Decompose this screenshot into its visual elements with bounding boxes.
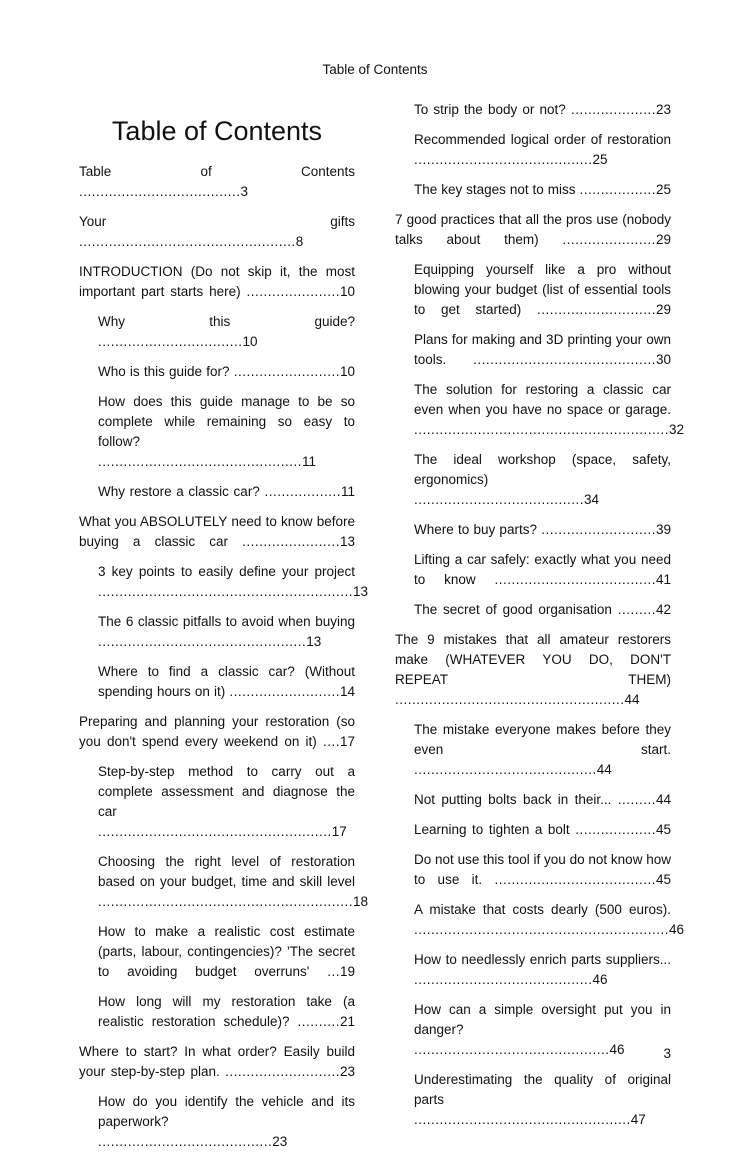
toc-entry-leader: .................. (579, 182, 656, 197)
toc-entry[interactable] (98, 922, 355, 982)
toc-entry-page: 13 (353, 584, 369, 599)
toc-entry-page: 11 (340, 484, 355, 499)
toc-entry-page: 8 (295, 234, 304, 249)
toc-entry[interactable] (414, 520, 671, 540)
toc-entry-title: Table of Contents (79, 164, 355, 179)
toc-entry[interactable] (98, 312, 355, 352)
toc-entry-leader: ................... (575, 822, 656, 837)
toc-entry[interactable] (414, 100, 671, 120)
toc-entry-title: Learning to tighten a bolt (414, 822, 570, 837)
toc-entry-leader: ................................................... (79, 234, 296, 249)
toc-entry-page: 29 (655, 232, 671, 247)
toc-entry-leader: ......... (617, 602, 656, 617)
toc-entry-title: Do not use this tool if you do not know how to use it. (414, 852, 671, 887)
toc-entry[interactable] (414, 950, 671, 990)
toc-entry-page: 46 (669, 922, 685, 937)
toc-entry-page: 17 (339, 734, 355, 749)
toc-entry-title: Plans for making and 3D printing your own tools. (414, 332, 671, 367)
toc-entry[interactable] (414, 260, 671, 320)
toc-entry-title: The 9 mistakes that all amateur restorers make (WHATEVER YOU DO, DON'T REPEAT THEM) (395, 632, 671, 687)
toc-entry[interactable] (98, 992, 355, 1032)
toc-entry-page: 3 (240, 184, 249, 199)
toc-entry[interactable] (79, 212, 355, 252)
toc-entry[interactable] (414, 790, 671, 810)
toc-entry-page: 32 (669, 422, 685, 437)
toc-entry[interactable] (414, 820, 671, 840)
toc-entry-page: 19 (339, 964, 355, 979)
toc-entry-title: Equipping yourself like a pro without blowing your budget (list of essential tools to get started) (414, 262, 671, 317)
toc-entry-title: Recommended logical order of restoration (414, 132, 671, 147)
toc-entry[interactable] (79, 262, 355, 302)
toc-entry-page: 23 (655, 102, 671, 117)
toc-entry-leader: ............................................................ (98, 894, 354, 909)
toc-entry-page: 39 (655, 522, 671, 537)
toc-entry-leader: ... (327, 964, 340, 979)
toc-left-column (79, 100, 369, 1162)
toc-right-column (395, 100, 685, 1140)
toc-entry-title: Why this guide? (98, 314, 355, 329)
toc-entry-leader: ............................................................ (414, 922, 670, 937)
toc-entry[interactable] (98, 852, 369, 912)
toc-entry-page: 44 (655, 792, 671, 807)
toc-entry-page: 45 (655, 872, 671, 887)
toc-entry-leader: ............................................................ (98, 584, 354, 599)
toc-entry-leader: ................................................... (414, 1112, 631, 1127)
toc-entry-leader: ................................................ (98, 454, 303, 469)
toc-entry[interactable] (98, 762, 355, 842)
toc-entry-leader: ......................................... (98, 1134, 273, 1149)
toc-entry-leader: ............................ (536, 302, 656, 317)
toc-entry-leader: .............................................. (414, 1042, 610, 1057)
toc-entry-page: 23 (339, 1064, 355, 1079)
toc-entry-leader: ........................................... (414, 762, 597, 777)
toc-entry[interactable] (79, 1042, 355, 1082)
toc-entry-title: How long will my restoration take (a realistic restoration schedule)? (98, 994, 355, 1029)
toc-entry[interactable] (414, 720, 671, 780)
toc-entry-title: How to make a realistic cost estimate (parts, labour, contingencies)? 'The secret to avoiding budget overruns' (98, 924, 355, 979)
toc-right-list (395, 100, 685, 1130)
toc-entry-page: 13 (339, 534, 355, 549)
running-header: Table of Contents (322, 62, 428, 77)
toc-entry-title: Not putting bolts back in their... (414, 792, 612, 807)
toc-entry[interactable] (414, 600, 671, 620)
toc-entry[interactable] (414, 1000, 671, 1060)
toc-left-list (79, 162, 369, 1152)
toc-entry-page: 25 (655, 182, 671, 197)
toc-entry-page: 10 (242, 334, 258, 349)
toc-entry-title: The 6 classic pitfalls to avoid when buying (98, 614, 355, 629)
toc-entry-leader: ....................................................... (98, 824, 332, 839)
toc-entry-page: 34 (584, 492, 600, 507)
toc-entry-page: 25 (592, 152, 608, 167)
page-number: 3 (663, 1046, 671, 1061)
toc-entry-leader: ...................................... (494, 572, 656, 587)
toc-entry[interactable] (98, 1092, 355, 1152)
toc-entry-page: 46 (609, 1042, 625, 1057)
toc-entry-title: Where to start? In what order? Easily build your step-by-step plan. (79, 1044, 355, 1079)
toc-entry[interactable] (414, 450, 671, 510)
toc-entry-page: 47 (630, 1112, 646, 1127)
toc-entry-leader: ............................................................ (414, 422, 670, 437)
toc-entry-page: 23 (272, 1134, 288, 1149)
toc-entry-page: 17 (331, 824, 347, 839)
toc-entry-leader: ................................................. (98, 634, 307, 649)
toc-entry[interactable] (414, 900, 685, 940)
toc-entry-page: 44 (624, 692, 640, 707)
toc-entry-title: The ideal workshop (space, safety, ergonomics) (414, 452, 671, 487)
toc-entry-leader: ........................... (541, 522, 656, 537)
toc-entry-title: How does this guide manage to be so complete while remaining so easy to follow? (98, 394, 355, 449)
toc-entry-page: 11 (302, 454, 317, 469)
toc-entry[interactable] (79, 512, 355, 552)
toc-entry-page: 21 (339, 1014, 355, 1029)
toc-entry-leader: .................. (264, 484, 341, 499)
toc-entry[interactable] (98, 362, 355, 382)
toc-entry-leader: .......................................... (414, 152, 593, 167)
toc-entry-title: A mistake that costs dearly (500 euros). (414, 902, 671, 917)
toc-entry-page: 13 (306, 634, 322, 649)
toc-entry[interactable] (414, 850, 671, 890)
toc-entry-leader: ...................... (562, 232, 656, 247)
toc-entry[interactable] (414, 550, 671, 590)
toc-entry-leader: .......................................... (414, 972, 593, 987)
toc-entry-leader: .................................. (98, 334, 243, 349)
toc-entry-title: INTRODUCTION (Do not skip it, the most important part starts here) (79, 264, 355, 299)
toc-entry[interactable] (98, 482, 355, 502)
toc-entry-title: Why restore a classic car? (98, 484, 260, 499)
toc-entry-leader: .................... (570, 102, 656, 117)
toc-entry-title: Underestimating the quality of original parts (414, 1072, 671, 1107)
toc-entry-page: 10 (339, 284, 355, 299)
toc-entry[interactable] (395, 210, 671, 250)
toc-entry-title: What you ABSOLUTELY need to know before buying a classic car (79, 514, 355, 549)
toc-heading: Table of Contents (111, 116, 323, 146)
toc-entry-leader: ........................................ (414, 492, 585, 507)
toc-entry-title: Where to buy parts? (414, 522, 537, 537)
toc-entry-page: 46 (592, 972, 608, 987)
toc-entry[interactable] (414, 1070, 671, 1130)
toc-entry-title: The key stages not to miss (414, 182, 576, 197)
toc-entry-title: Lifting a car safely: exactly what you need to know (414, 552, 671, 587)
toc-entry-page: 41 (655, 572, 671, 587)
toc-entry-leader: .......... (297, 1014, 340, 1029)
toc-entry-leader: .... (322, 734, 340, 749)
toc-entry-title: How can a simple oversight put you in danger? (414, 1002, 671, 1037)
toc-entry[interactable] (98, 392, 355, 472)
toc-entry-title: Choosing the right level of restoration based on your budget, time and skill level (98, 854, 355, 889)
toc-entry-page: 18 (353, 894, 369, 909)
toc-entry-leader: ...................... (246, 284, 340, 299)
toc-entry-leader: ......................... (233, 364, 340, 379)
toc-entry-title: How do you identify the vehicle and its paperwork? (98, 1094, 355, 1129)
toc-entry-leader: .......................... (229, 684, 340, 699)
toc-entry-leader: ........................................... (473, 352, 656, 367)
toc-entry-title: Preparing and planning your restoration (so you don't spend every weekend on it) (79, 714, 355, 749)
toc-entry[interactable] (79, 162, 355, 202)
toc-entry-page: 44 (596, 762, 612, 777)
toc-entry-title: How to needlessly enrich parts suppliers... (414, 952, 671, 967)
toc-entry[interactable] (79, 712, 355, 752)
toc-entry[interactable] (395, 630, 671, 710)
toc-entry-title: The mistake everyone makes before they even start. (414, 722, 671, 757)
toc-entry-page: 10 (339, 364, 355, 379)
toc-entry-leader: ...................................... (79, 184, 241, 199)
toc-entry-page: 14 (339, 684, 355, 699)
toc-entry[interactable] (414, 330, 671, 370)
toc-entry-title: Step-by-step method to carry out a complete assessment and diagnose the car (98, 764, 355, 819)
toc-entry-leader: ........................... (225, 1064, 340, 1079)
toc-entry-leader: ...................................................... (395, 692, 625, 707)
toc-entry-leader: ...................................... (494, 872, 656, 887)
toc-entry-page: 30 (655, 352, 671, 367)
toc-entry-title: The secret of good organisation (414, 602, 612, 617)
toc-entry[interactable] (98, 612, 355, 652)
toc-entry-title: Who is this guide for? (98, 364, 230, 379)
toc-entry[interactable] (414, 380, 685, 440)
toc-entry-title: To strip the body or not? (414, 102, 566, 117)
toc-entry-page: 45 (655, 822, 671, 837)
toc-entry-title: Your gifts (79, 214, 355, 229)
toc-entry-page: 29 (655, 302, 671, 317)
toc-entry-leader: ......... (617, 792, 656, 807)
toc-entry-title: 7 good practices that all the pros use (nobody talks about them) (395, 212, 671, 247)
toc-entry-title: 3 key points to easily define your project (98, 564, 355, 579)
toc-entry[interactable] (98, 562, 369, 602)
toc-entry[interactable] (98, 662, 355, 702)
toc-entry-leader: ....................... (242, 534, 340, 549)
toc-entry-title: Where to find a classic car? (Without spending hours on it) (98, 664, 355, 699)
toc-entry[interactable] (414, 130, 671, 170)
toc-entry[interactable] (414, 180, 671, 200)
toc-entry-title: The solution for restoring a classic car even when you have no space or garage. (414, 382, 671, 417)
toc-entry-page: 42 (655, 602, 671, 617)
